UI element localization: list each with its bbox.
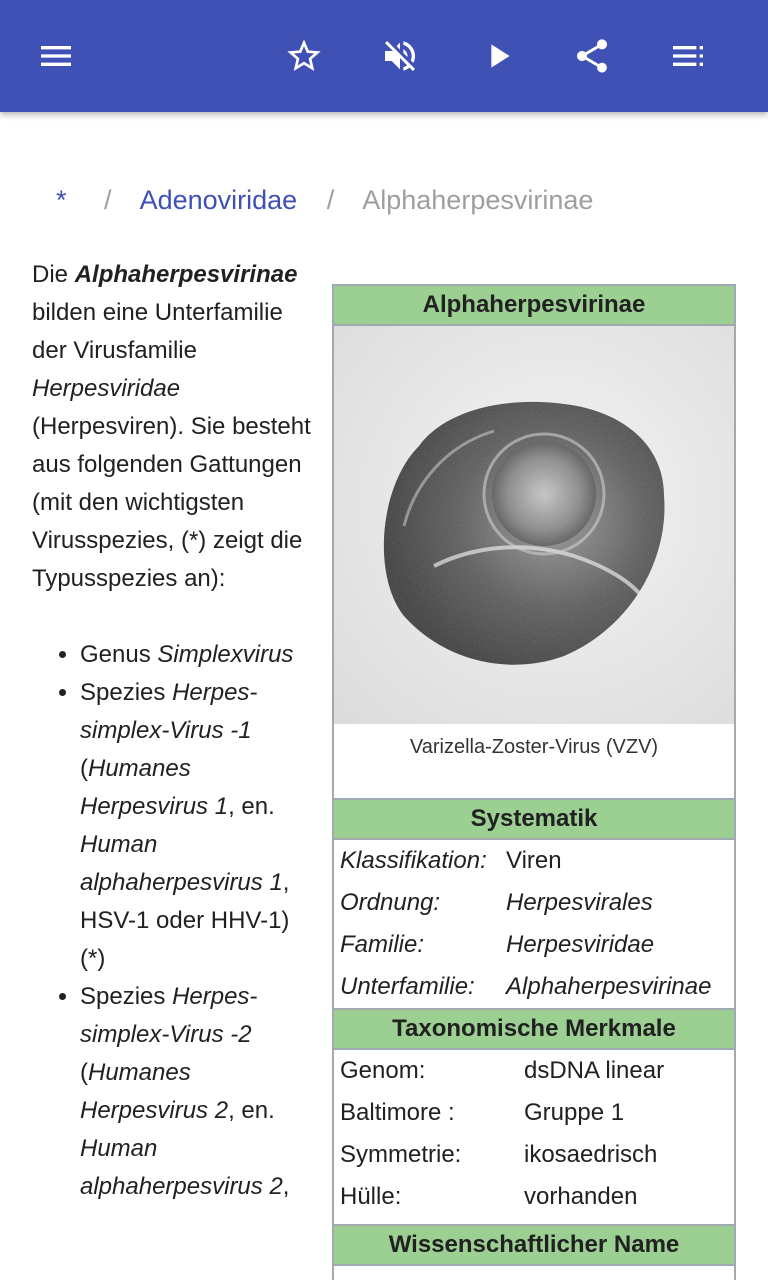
playlist-icon [668, 36, 708, 76]
merkmale-table [334, 1050, 734, 1218]
article-body [32, 256, 316, 1206]
row-key: Ordnung: [340, 889, 441, 916]
systematik-header: Systematik [334, 798, 734, 840]
breadcrumb-current: Alphaherpesvirinae [362, 185, 594, 215]
row-value: vorhanden [524, 1183, 638, 1210]
breadcrumb-separator: / [326, 185, 335, 215]
breadcrumb [56, 180, 593, 220]
star-icon [284, 36, 324, 76]
menu-button[interactable] [24, 24, 88, 88]
row-key: Symmetrie: [340, 1141, 462, 1168]
article-title-term: Alphaherpesvirinae [74, 261, 298, 288]
systematik-table [334, 840, 734, 1008]
row-value: dsDNA linear [524, 1057, 665, 1084]
mute-button[interactable] [368, 24, 432, 88]
share-button[interactable] [560, 24, 624, 88]
table-row [334, 1050, 734, 1092]
row-value: Gruppe 1 [524, 1099, 625, 1126]
table-row [334, 1176, 734, 1218]
volume-off-icon [380, 36, 420, 76]
table-row [334, 1092, 734, 1134]
list-item: • Genus Simplexvirus [80, 636, 316, 674]
genus-list [32, 636, 316, 1206]
row-key: Unterfamilie: [340, 973, 475, 1000]
merkmale-header: Taxonomische Merkmale [334, 1008, 734, 1050]
play-button[interactable] [466, 24, 530, 88]
table-row [334, 840, 734, 882]
app-toolbar [0, 0, 768, 112]
bookmark-button[interactable] [272, 24, 336, 88]
row-value[interactable]: Viren [506, 847, 562, 874]
taxobox [332, 284, 736, 1280]
row-key: Familie: [340, 931, 425, 958]
virus-micrograph [334, 326, 734, 724]
breadcrumb-separator: / [104, 185, 112, 215]
image-caption: Varizella-Zoster-Virus (VZV) [409, 736, 659, 758]
taxobox-title: Alphaherpesvirinae [334, 286, 734, 326]
list-item: • Spezies Herpes-simplex-Virus -1 (Humanes Herpesvirus 1, en. Human alphaherpesvirus 1, HSV-1 oder HHV-1) (*) [80, 674, 316, 978]
row-key: Klassifikation: [340, 847, 487, 874]
table-row [334, 966, 734, 1008]
menu-icon [36, 36, 76, 76]
row-key: Baltimore : [340, 1099, 455, 1126]
row-key: Genom: [340, 1057, 426, 1084]
list-item: • Spezies Herpes-simplex-Virus -2 (Humanes Herpesvirus 2, en. Human alphaherpesvirus 2, [80, 978, 316, 1206]
row-value: Alphaherpesvirinae [506, 973, 712, 1000]
row-value[interactable]: Herpesviridae [506, 931, 655, 958]
row-value[interactable]: Herpesvirales [506, 889, 653, 916]
row-key: Hülle: [340, 1183, 402, 1210]
breadcrumb-home[interactable]: * [56, 185, 67, 215]
share-icon [572, 36, 612, 76]
virus-image[interactable] [334, 326, 734, 724]
breadcrumb-parent[interactable]: Adenoviridae [139, 185, 298, 215]
play-icon [478, 36, 518, 76]
playlist-button[interactable] [656, 24, 720, 88]
intro-paragraph: Die Alphaherpesvirinae bilden eine Unterfamilie der Virusfamilie Herpesviridae (Herpesviren). Sie besteht aus folgenden Gattungen (mit den wichtigsten Virusspezies, (*) zeigt die Typusspezies an): [32, 261, 311, 592]
table-row [334, 1134, 734, 1176]
scientific-name-header: Wissenschaftlicher Name [334, 1224, 734, 1266]
table-row [334, 882, 734, 924]
row-value: ikosaedrisch [524, 1141, 658, 1168]
family-link[interactable]: Herpesviridae [32, 375, 181, 402]
table-row [334, 924, 734, 966]
